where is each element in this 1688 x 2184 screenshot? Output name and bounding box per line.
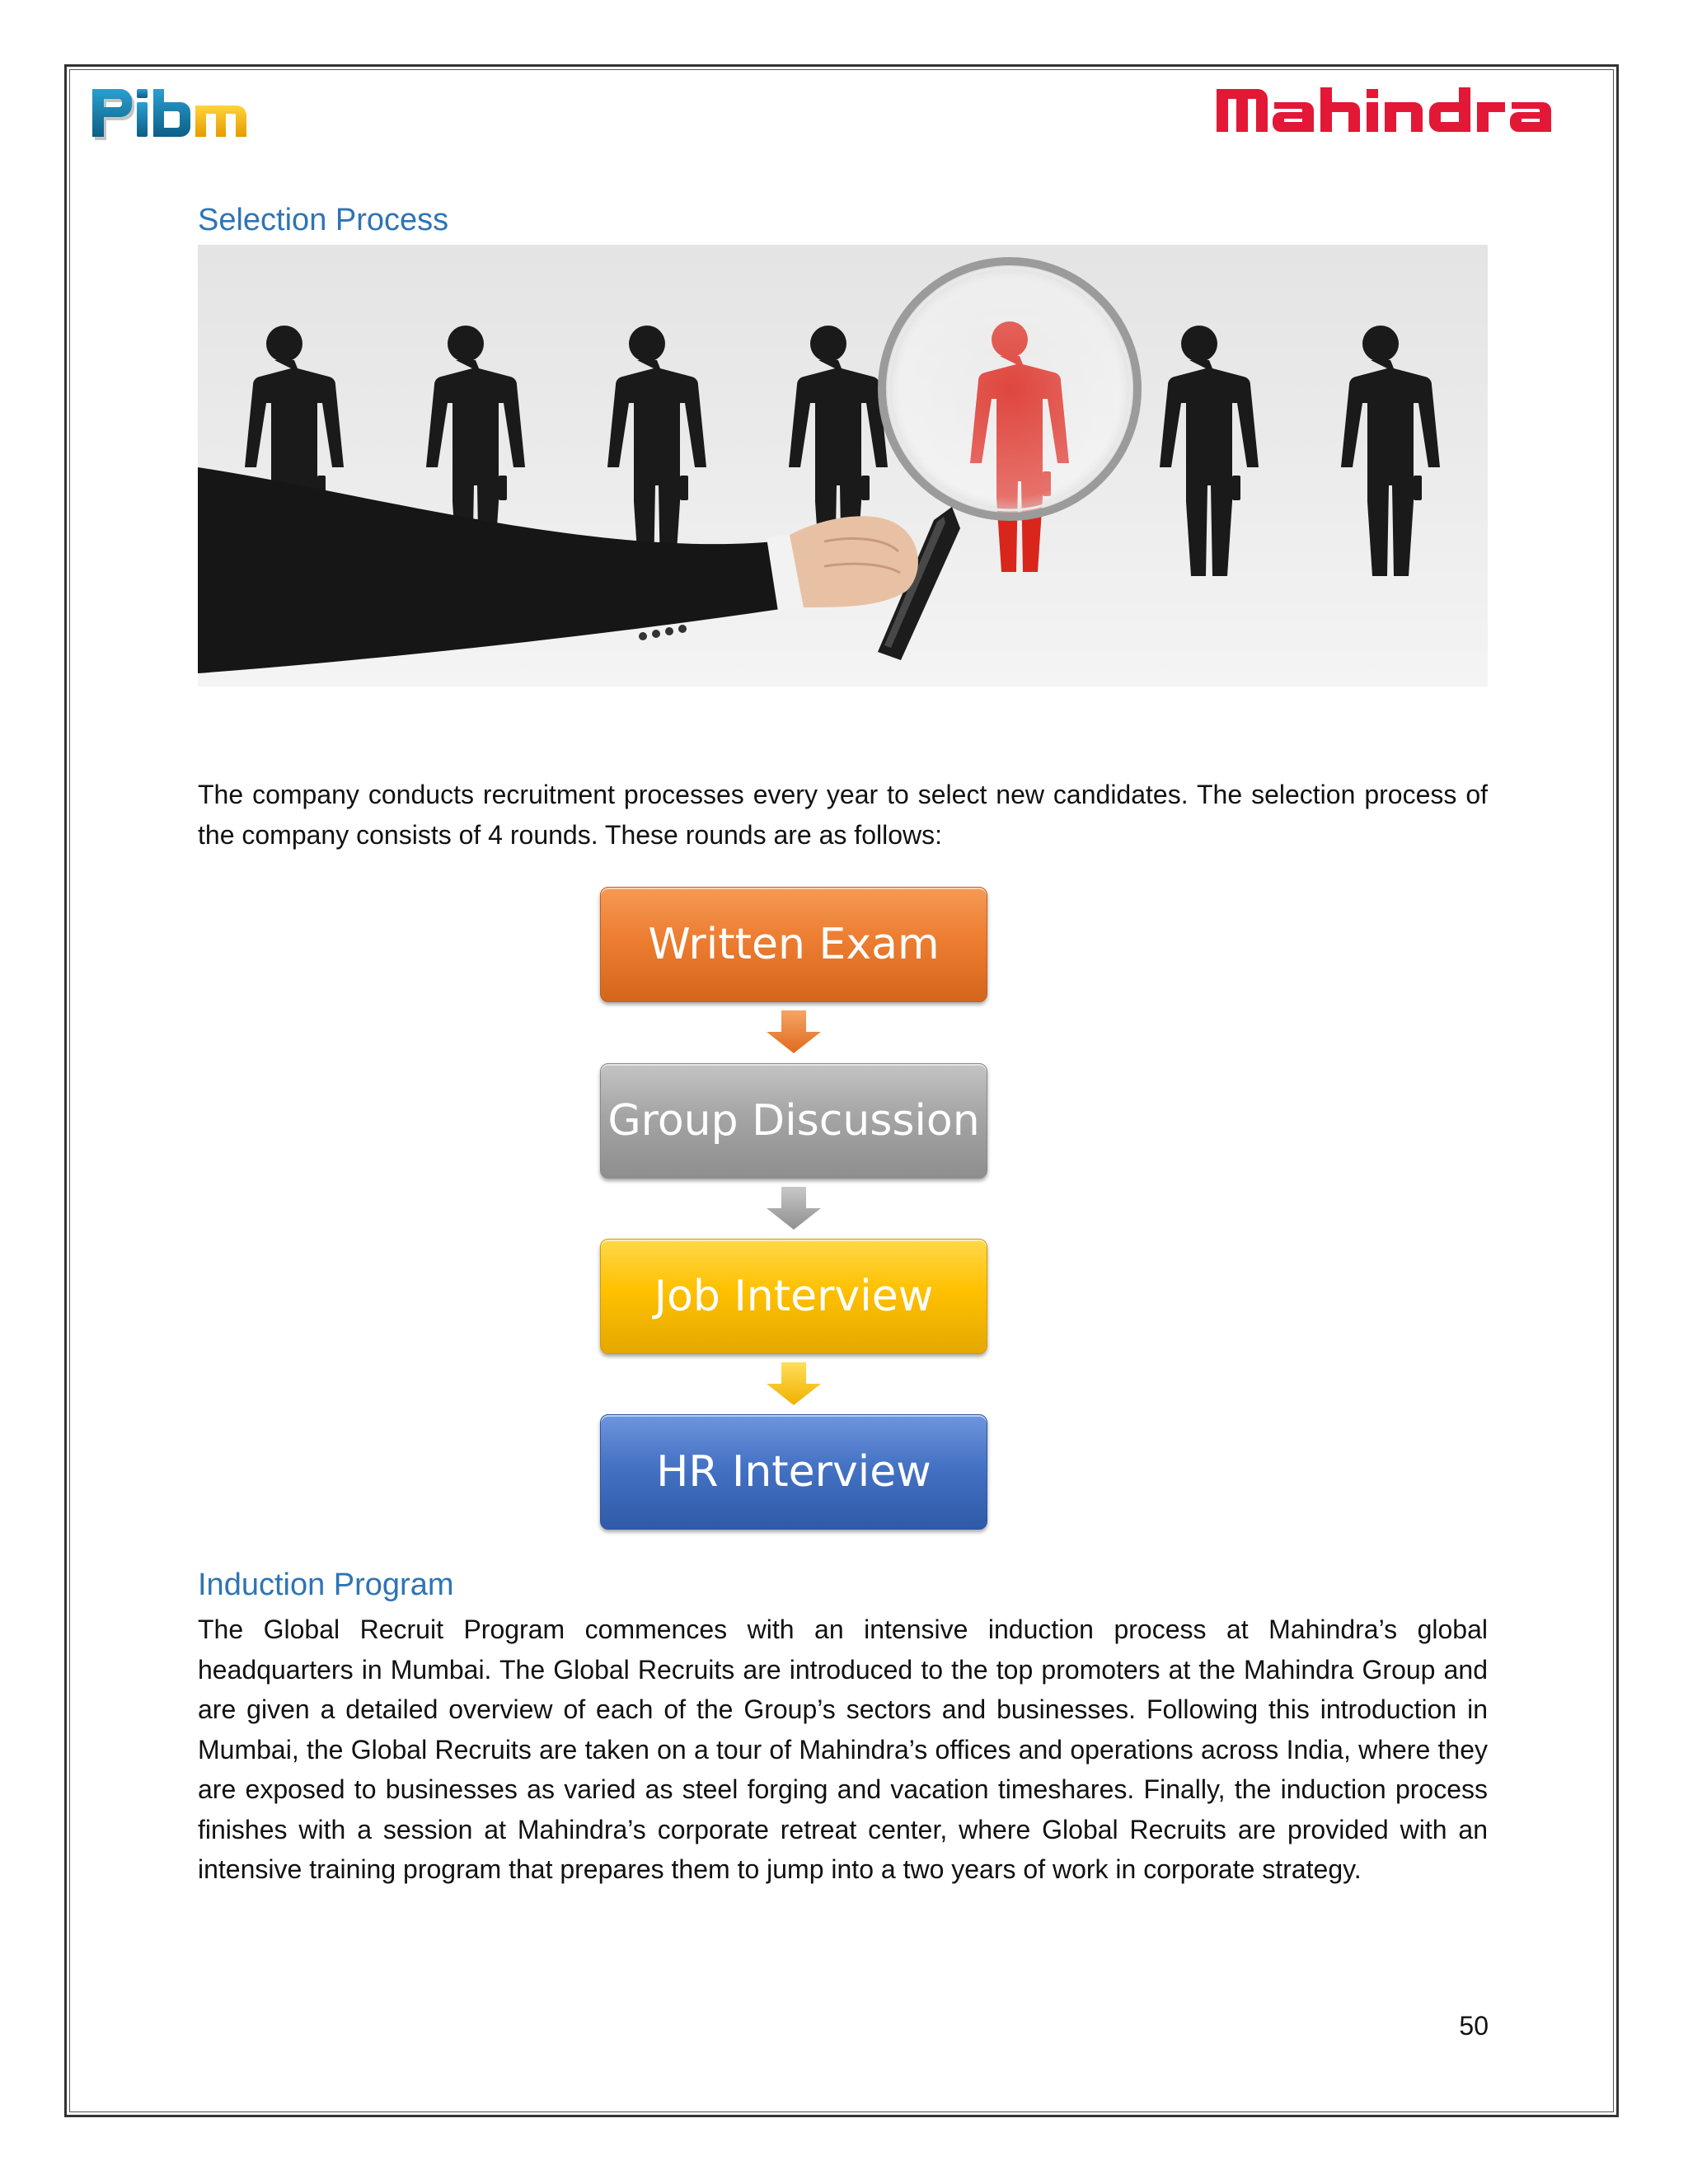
round-group-discussion: Group Discussion [600, 1063, 987, 1179]
mahindra-logo [1215, 84, 1602, 135]
arrow-down-icon [767, 1187, 821, 1230]
induction-program-heading: Induction Program [198, 1568, 454, 1602]
selection-intro-paragraph: The company conducts recruitment processes every year to select new candidates. The selection process of the company consists of 4 rounds. These rounds are as follows: [198, 780, 1488, 850]
pibm-logo [86, 82, 251, 150]
induction-paragraph: The Global Recruit Program commences with an intensive induction process at Mahindra’s global headquarters in Mumbai. The Global Recruits are introduced to the top promoters at the Mahindra Group and are given a detailed overview of each of the Group’s sectors and businesses. Following this introduction in Mumbai, the Global Recruits are taken on a tour of Mahindra’s offices and operations across India, where they are exposed to businesses as varied as steel forging and vacation timeshares. Finally, the induction process finishes with a session at Mahindra’s corporate retreat center, where Global Recruits are provided with an intensive training program that prepares them to jump into a two years of work in corporate strategy. [198, 1615, 1488, 1884]
recruitment-illustration [198, 245, 1488, 687]
page-number: 50 [1459, 2011, 1489, 2041]
round-written-exam: Written Exam [600, 887, 987, 1002]
round-hr-interview: HR Interview [600, 1414, 987, 1530]
round-job-interview: Job Interview [600, 1239, 987, 1354]
arrow-down-icon [767, 1010, 821, 1053]
selection-process-heading: Selection Process [198, 203, 449, 237]
arrow-down-icon [767, 1362, 821, 1405]
